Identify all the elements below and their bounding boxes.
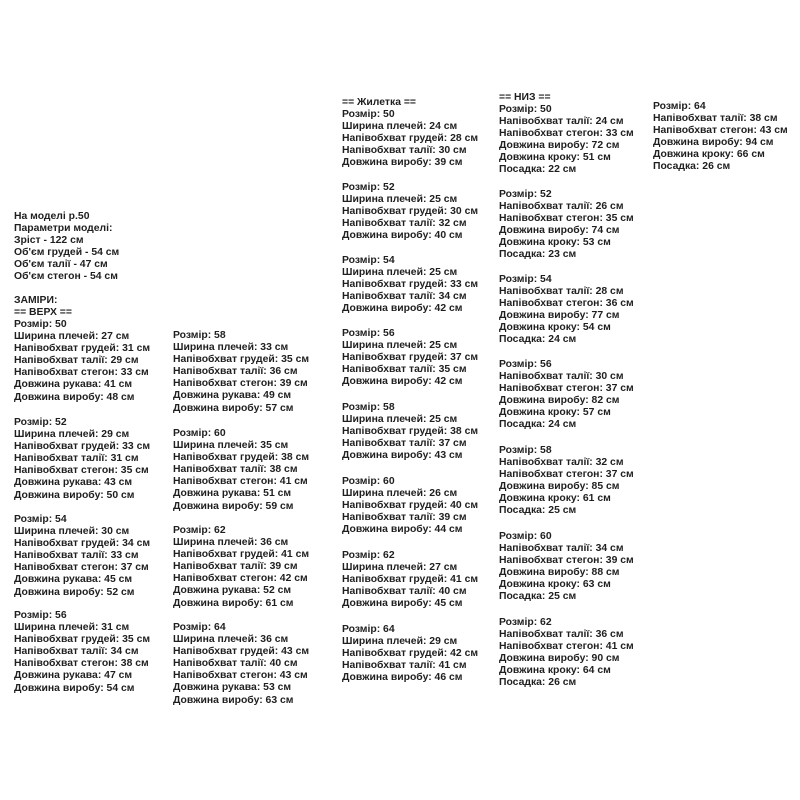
measure-line: Ширина плечей: 24 см: [342, 121, 458, 133]
vest-heading-label: == Жилетка ==: [342, 97, 416, 108]
top-size-block: [173, 330, 309, 415]
bottom-size-block: [499, 531, 634, 604]
size-label: Розмір: 62: [173, 525, 226, 536]
measure-line: Довжина виробу: 82 см: [499, 395, 620, 407]
measure-line: Довжина кроку: 53 см: [499, 237, 611, 249]
bottom-heading-label: == НИЗ ==: [499, 92, 551, 103]
bottom-size-block: [499, 189, 634, 262]
vest-size-block: [342, 624, 478, 684]
vest-heading: [342, 97, 416, 109]
measure-line: Напівобхват стегон: 33 см: [14, 367, 149, 379]
measure-line: Ширина плечей: 36 см: [173, 634, 289, 646]
measure-line: Посадка: 23 см: [499, 249, 577, 261]
measure-line: Довжина виробу: 90 см: [499, 653, 620, 665]
measure-line: Посадка: 24 см: [499, 334, 577, 346]
measure-line: Напівобхват талії: 38 см: [173, 464, 298, 476]
measure-line: Довжина рукава: 43 см: [14, 477, 133, 489]
measure-line: Посадка: 22 см: [499, 164, 577, 176]
measure-line: Напівобхват талії: 38 см: [653, 113, 778, 125]
measure-line: Напівобхват талії: 34 см: [14, 646, 139, 658]
measure-line: Посадка: 25 см: [499, 591, 577, 603]
measure-line: Напівобхват грудей: 41 см: [173, 549, 310, 561]
measure-line: Довжина рукава: 52 см: [173, 585, 292, 597]
size-label: Розмір: 58: [342, 402, 395, 413]
measure-line: Довжина кроку: 64 см: [499, 665, 611, 677]
measure-line: Довжина виробу: 46 см: [342, 672, 463, 684]
measure-line: Напівобхват грудей: 42 см: [342, 648, 479, 660]
measure-line: Напівобхват стегон: 42 см: [173, 573, 308, 585]
measure-line: Ширина плечей: 29 см: [14, 429, 130, 441]
measure-line: Напівобхват стегон: 37 см: [499, 469, 634, 481]
size-label: Розмір: 56: [342, 328, 395, 339]
measure-line: Напівобхват стегон: 35 см: [14, 465, 149, 477]
model-info-line: На моделі р.50: [14, 211, 90, 222]
measure-line: Довжина кроку: 51 см: [499, 152, 611, 164]
size-label: Розмір: 62: [342, 550, 395, 561]
measure-line: Напівобхват стегон: 43 см: [653, 125, 788, 137]
size-label: Розмір: 60: [173, 428, 226, 439]
measure-line: Довжина виробу: 52 см: [14, 586, 135, 598]
measure-line: Ширина плечей: 33 см: [173, 342, 289, 354]
measure-line: Напівобхват стегон: 39 см: [173, 378, 308, 390]
top-size-block: [173, 428, 309, 513]
measure-line: Довжина виробу: 57 см: [173, 402, 294, 414]
measure-line: Посадка: 26 см: [499, 677, 577, 689]
measure-line: Напівобхват талії: 41 см: [342, 660, 467, 672]
vest-size-block: [342, 402, 478, 462]
bottom-size-block: [653, 101, 788, 174]
size-label: Розмір: 64: [342, 624, 395, 635]
model-info-line: Параметри моделі:: [14, 223, 113, 235]
measure-line: Напівобхват стегон: 35 см: [499, 213, 634, 225]
bottom-heading: [499, 92, 551, 104]
model-info-line: Зріст - 122 см: [14, 235, 84, 247]
measure-line: Напівобхват грудей: 40 см: [342, 500, 479, 512]
measure-line: Ширина плечей: 25 см: [342, 267, 458, 279]
measure-line: Довжина виробу: 39 см: [342, 157, 463, 169]
top-section-header: [14, 295, 72, 319]
measure-line: Напівобхват стегон: 41 см: [499, 641, 634, 653]
measure-line: Довжина рукава: 51 см: [173, 488, 292, 500]
measure-line: Ширина плечей: 35 см: [173, 440, 289, 452]
measure-line: Напівобхват грудей: 34 см: [14, 538, 151, 550]
measurements-title: ЗАМІРИ:: [14, 295, 58, 306]
size-label: Розмір: 52: [342, 182, 395, 193]
measure-line: Напівобхват грудей: 33 см: [342, 279, 479, 291]
measure-line: Довжина виробу: 59 см: [173, 500, 294, 512]
measure-line: Напівобхват стегон: 37 см: [14, 562, 149, 574]
measure-line: Посадка: 26 см: [653, 161, 731, 173]
measure-line: Напівобхват талії: 26 см: [499, 201, 624, 213]
measure-line: Напівобхват талії: 33 см: [14, 550, 139, 562]
measure-line: Довжина виробу: 48 см: [14, 391, 135, 403]
measure-line: Напівобхват грудей: 38 см: [173, 452, 310, 464]
measure-line: Напівобхват грудей: 31 см: [14, 343, 151, 355]
size-label: Розмір: 60: [499, 531, 552, 542]
size-label: Розмір: 56: [14, 610, 67, 621]
measure-line: Ширина плечей: 30 см: [14, 526, 130, 538]
measure-line: Напівобхват стегон: 37 см: [499, 383, 634, 395]
measure-line: Напівобхват грудей: 35 см: [173, 354, 310, 366]
size-label: Розмір: 52: [499, 189, 552, 200]
measure-line: Ширина плечей: 29 см: [342, 636, 458, 648]
measure-line: Довжина виробу: 42 см: [342, 376, 463, 388]
measure-line: Ширина плечей: 26 см: [342, 488, 458, 500]
measure-line: Довжина виробу: 40 см: [342, 230, 463, 242]
measure-line: Напівобхват стегон: 38 см: [14, 658, 149, 670]
bottom-size-block: [499, 274, 634, 347]
size-label: Розмір: 54: [14, 514, 67, 525]
vest-size-block: [342, 328, 478, 388]
measure-line: Напівобхват талії: 31 см: [14, 453, 139, 465]
measure-line: Довжина кроку: 66 см: [653, 149, 765, 161]
measure-line: Довжина рукава: 45 см: [14, 574, 133, 586]
measure-line: Ширина плечей: 27 см: [342, 562, 458, 574]
size-label: Розмір: 50: [342, 109, 395, 120]
measure-line: Напівобхват талії: 40 см: [342, 586, 467, 598]
model-info-line: Об'єм грудей - 54 см: [14, 247, 120, 259]
measure-line: Довжина рукава: 49 см: [173, 390, 292, 402]
measure-line: Довжина рукава: 53 см: [173, 682, 292, 694]
measure-line: Ширина плечей: 36 см: [173, 537, 289, 549]
measure-line: Ширина плечей: 31 см: [14, 622, 130, 634]
measure-line: Напівобхват талії: 32 см: [342, 218, 467, 230]
size-label: Розмір: 64: [173, 622, 226, 633]
top-heading: == ВЕРХ ==: [14, 307, 72, 319]
measure-line: Напівобхват талії: 29 см: [14, 355, 139, 367]
top-size-block: [173, 525, 309, 610]
measure-line: Довжина виробу: 43 см: [342, 450, 463, 462]
top-size-block: [14, 610, 150, 695]
size-label: Розмір: 62: [499, 617, 552, 628]
measure-line: Довжина кроку: 63 см: [499, 579, 611, 591]
size-label: Розмір: 54: [342, 255, 395, 266]
measure-line: Напівобхват талії: 30 см: [342, 145, 467, 157]
measure-line: Довжина виробу: 72 см: [499, 140, 620, 152]
measure-line: Напівобхват грудей: 28 см: [342, 133, 479, 145]
size-label: Розмір: 56: [499, 359, 552, 370]
measure-line: Напівобхват талії: 40 см: [173, 658, 298, 670]
size-label: Розмір: 64: [653, 101, 706, 112]
measure-line: Довжина виробу: 88 см: [499, 567, 620, 579]
measure-line: Напівобхват талії: 32 см: [499, 457, 624, 469]
measure-line: Довжина виробу: 94 см: [653, 137, 774, 149]
measure-line: Довжина рукава: 47 см: [14, 670, 133, 682]
measure-line: Довжина виробу: 85 см: [499, 481, 620, 493]
top-size-block: [14, 319, 150, 404]
measure-line: Довжина виробу: 54 см: [14, 682, 135, 694]
measure-line: Напівобхват талії: 39 см: [173, 561, 298, 573]
measure-line: Довжина виробу: 77 см: [499, 310, 620, 322]
vest-size-block: [342, 476, 478, 536]
measure-line: Напівобхват грудей: 35 см: [14, 634, 151, 646]
vest-size-block: [342, 109, 478, 169]
top-size-block: [173, 622, 309, 707]
measure-line: Ширина плечей: 27 см: [14, 331, 130, 343]
measure-line: Ширина плечей: 25 см: [342, 340, 458, 352]
size-label: Розмір: 60: [342, 476, 395, 487]
vest-size-block: [342, 550, 478, 610]
model-info: [14, 211, 119, 284]
size-label: Розмір: 54: [499, 274, 552, 285]
measure-line: Довжина кроку: 57 см: [499, 407, 611, 419]
measure-line: Напівобхват стегон: 36 см: [499, 298, 634, 310]
measure-line: Напівобхват грудей: 38 см: [342, 426, 479, 438]
measure-line: Довжина виробу: 61 см: [173, 597, 294, 609]
bottom-size-block: [499, 617, 634, 690]
model-info-line: Об'єм стегон - 54 см: [14, 271, 118, 283]
measure-line: Напівобхват грудей: 30 см: [342, 206, 479, 218]
measure-line: Довжина виробу: 63 см: [173, 694, 294, 706]
measure-line: Напівобхват грудей: 33 см: [14, 441, 151, 453]
measure-line: Напівобхват талії: 36 см: [499, 629, 624, 641]
measure-line: Ширина плечей: 25 см: [342, 194, 458, 206]
measure-line: Напівобхват талії: 39 см: [342, 512, 467, 524]
measure-line: Напівобхват талії: 24 см: [499, 116, 624, 128]
measure-line: Напівобхват стегон: 43 см: [173, 670, 308, 682]
measure-line: Напівобхват талії: 30 см: [499, 371, 624, 383]
measure-line: Ширина плечей: 25 см: [342, 414, 458, 426]
vest-size-block: [342, 182, 478, 242]
model-info-line: Об'єм талії - 47 см: [14, 259, 108, 271]
vest-size-block: [342, 255, 478, 315]
measure-line: Напівобхват стегон: 33 см: [499, 128, 634, 140]
measure-line: Довжина виробу: 74 см: [499, 225, 620, 237]
size-label: Розмір: 50: [14, 319, 67, 330]
measure-line: Довжина кроку: 61 см: [499, 493, 611, 505]
measure-line: Напівобхват талії: 34 см: [342, 291, 467, 303]
measure-line: Посадка: 25 см: [499, 505, 577, 517]
measure-line: Довжина виробу: 44 см: [342, 524, 463, 536]
measure-line: Довжина кроку: 54 см: [499, 322, 611, 334]
measure-line: Напівобхват талії: 34 см: [499, 543, 624, 555]
top-size-block: [14, 417, 150, 502]
measure-line: Напівобхват талії: 35 см: [342, 364, 467, 376]
measure-line: Довжина виробу: 42 см: [342, 303, 463, 315]
bottom-size-block: [499, 359, 634, 432]
measure-line: Напівобхват стегон: 39 см: [499, 555, 634, 567]
measure-line: Напівобхват стегон: 41 см: [173, 476, 308, 488]
measure-line: Довжина виробу: 45 см: [342, 598, 463, 610]
measure-line: Напівобхват грудей: 41 см: [342, 574, 479, 586]
top-size-block: [14, 514, 150, 599]
size-label: Розмір: 52: [14, 417, 67, 428]
measure-line: Напівобхват талії: 37 см: [342, 438, 467, 450]
bottom-size-block: [499, 104, 634, 177]
measure-line: Напівобхват талії: 36 см: [173, 366, 298, 378]
measure-line: Довжина рукава: 41 см: [14, 379, 133, 391]
bottom-size-block: [499, 445, 634, 518]
size-label: Розмір: 50: [499, 104, 552, 115]
measure-line: Посадка: 24 см: [499, 419, 577, 431]
measure-line: Напівобхват грудей: 37 см: [342, 352, 479, 364]
measure-line: Напівобхват грудей: 43 см: [173, 646, 310, 658]
measure-line: Довжина виробу: 50 см: [14, 489, 135, 501]
size-label: Розмір: 58: [173, 330, 226, 341]
measure-line: Напівобхват талії: 28 см: [499, 286, 624, 298]
size-label: Розмір: 58: [499, 445, 552, 456]
